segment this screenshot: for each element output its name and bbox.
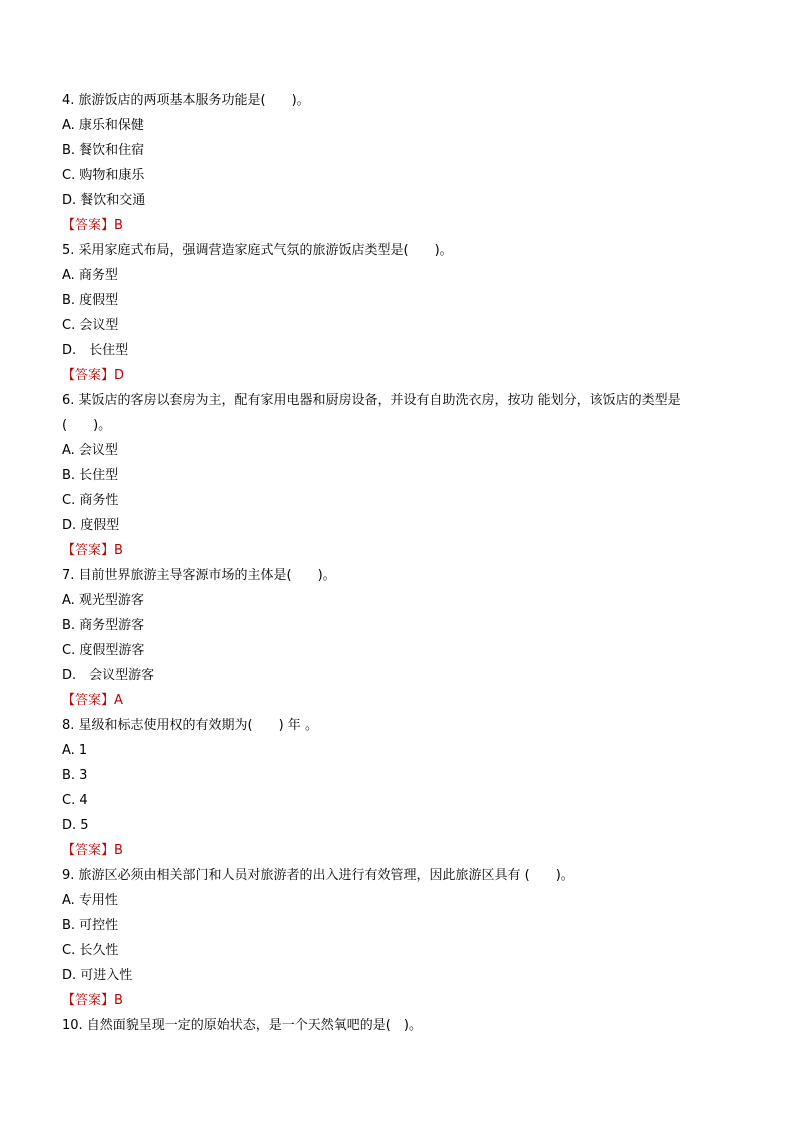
question-8-option-d: D. 5 — [62, 818, 89, 833]
question-7-option-a: A. 观光型游客 — [62, 593, 144, 608]
question-5-option-b: B. 度假型 — [62, 293, 119, 308]
question-7-option-c: C. 度假型游客 — [62, 643, 145, 658]
question-9-stem: 9. 旅游区必须由相关部门和人员对旅游者的出入进行有效管理，因此旅游区具有 ( )。 — [62, 868, 574, 883]
question-8-option-a: A. 1 — [62, 743, 88, 758]
question-7-answer: 【答案】A — [62, 693, 123, 708]
question-4-stem: 4. 旅游饭店的两项基本服务功能是( )。 — [62, 93, 310, 108]
question-5-option-c: C. 会议型 — [62, 318, 119, 333]
question-9-answer: 【答案】B — [62, 993, 123, 1008]
question-5-stem: 5. 采用家庭式布局，强调营造家庭式气氛的旅游饭店类型是( )。 — [62, 243, 453, 258]
question-6-answer: 【答案】B — [62, 543, 123, 558]
question-9-option-b: B. 可控性 — [62, 918, 119, 933]
question-10-stem: 10. 自然面貌呈现一定的原始状态，是一个天然氧吧的是( )。 — [62, 1018, 422, 1033]
question-7-option-b: B. 商务型游客 — [62, 618, 145, 633]
question-8-stem: 8. 星级和标志使用权的有效期为( ) 年 。 — [62, 718, 318, 733]
question-8-answer: 【答案】B — [62, 843, 123, 858]
question-8-option-c: C. 4 — [62, 793, 88, 808]
question-7-stem: 7. 目前世界旅游主导客源市场的主体是( )。 — [62, 568, 336, 583]
question-9-option-a: A. 专用性 — [62, 893, 118, 908]
question-5-answer: 【答案】D — [62, 368, 125, 383]
question-6-stem-continued: ( )。 — [62, 418, 112, 433]
question-7-option-d: D. 会议型游客 — [62, 668, 155, 683]
question-5-option-a: A. 商务型 — [62, 268, 118, 283]
question-6-stem: 6. 某饭店的客房以套房为主，配有家用电器和厨房设备，并设有自助洗衣房，按功 能划分，该饭店的类型是 — [62, 393, 681, 408]
question-6-option-c: C. 商务性 — [62, 493, 119, 508]
question-6-option-a: A. 会议型 — [62, 443, 118, 458]
document-page — [62, 88, 742, 1038]
question-4-answer: 【答案】B — [62, 218, 123, 233]
question-4-option-b: B. 餐饮和住宿 — [62, 143, 145, 158]
question-6-option-b: B. 长住型 — [62, 468, 119, 483]
question-4-option-a: A. 康乐和保健 — [62, 118, 144, 133]
question-9-option-c: C. 长久性 — [62, 943, 119, 958]
question-5-option-d: D. 长住型 — [62, 343, 129, 358]
question-9-option-d: D. 可进入性 — [62, 968, 133, 983]
question-4-option-c: C. 购物和康乐 — [62, 168, 145, 183]
question-8-option-b: B. 3 — [62, 768, 88, 783]
question-6-option-d: D. 度假型 — [62, 518, 120, 533]
question-4-option-d: D. 餐饮和交通 — [62, 193, 146, 208]
